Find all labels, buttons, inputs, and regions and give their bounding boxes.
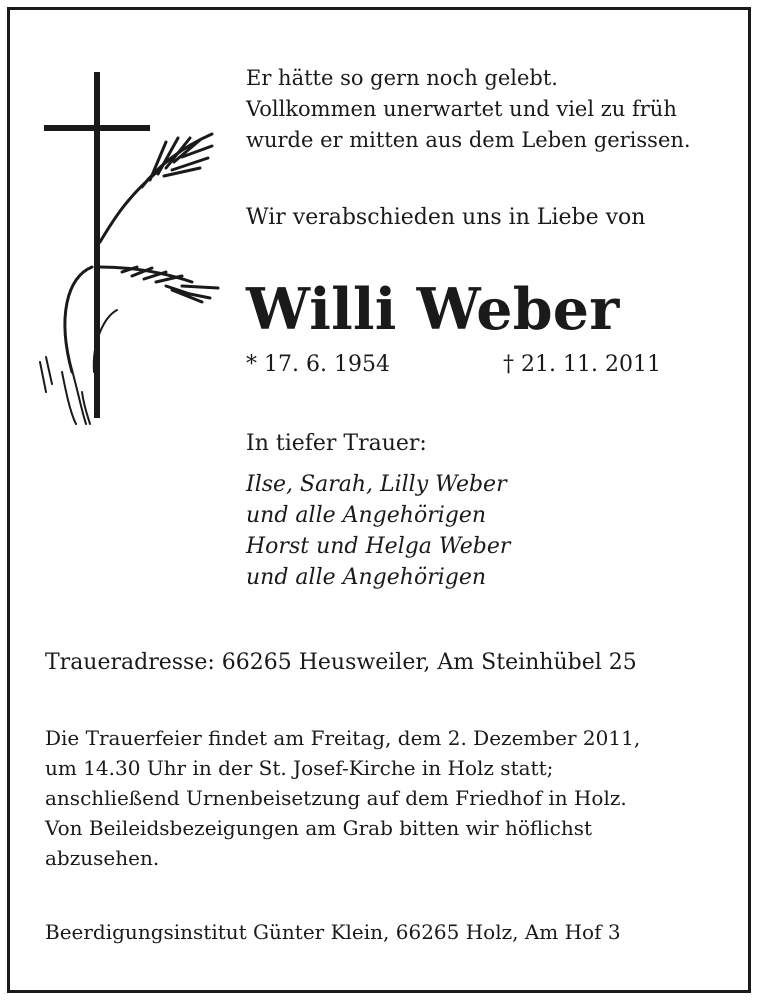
mourning-heading: In tiefer Trauer:: [246, 431, 427, 456]
mourner-line: Ilse, Sarah, Lilly Weber: [246, 472, 507, 497]
mourner-line: und alle Angehörigen: [246, 503, 487, 528]
poem-line: wurde er mitten aus dem Leben gerissen.: [246, 128, 691, 152]
cross-icon: [44, 72, 150, 418]
ceremony-line: abzusehen.: [45, 846, 160, 870]
cross-with-wheat-icon: [32, 72, 222, 427]
ceremony-line: Die Trauerfeier findet am Freitag, dem 2. Dezember 2011,: [45, 726, 641, 750]
poem-line: Vollkommen unerwartet und viel zu früh: [246, 97, 677, 121]
ceremony-line: um 14.30 Uhr in der St. Josef-Kirche in Holz statt;: [45, 756, 554, 780]
mourner-line: und alle Angehörigen: [246, 565, 487, 590]
mourner-line: Horst und Helga Weber: [246, 534, 511, 559]
wheat-icon: [40, 134, 218, 424]
birth-date: * 17. 6. 1954: [246, 352, 390, 377]
deceased-name: Willi Weber: [246, 276, 620, 343]
poem-line: Er hätte so gern noch gelebt.: [246, 66, 558, 90]
farewell-line: Wir verabschieden uns in Liebe von: [246, 205, 646, 230]
obituary-notice: [7, 7, 751, 993]
funeral-home: Beerdigungsinstitut Günter Klein, 66265 Holz, Am Hof 3: [45, 920, 621, 944]
ceremony-line: Von Beileidsbezeigungen am Grab bitten wir höflichst: [45, 816, 593, 840]
ceremony-line: anschließend Urnenbeisetzung auf dem Friedhof in Holz.: [45, 786, 627, 810]
death-date: † 21. 11. 2011: [503, 352, 661, 377]
mourning-address: Traueradresse: 66265 Heusweiler, Am Steinhübel 25: [45, 650, 637, 675]
